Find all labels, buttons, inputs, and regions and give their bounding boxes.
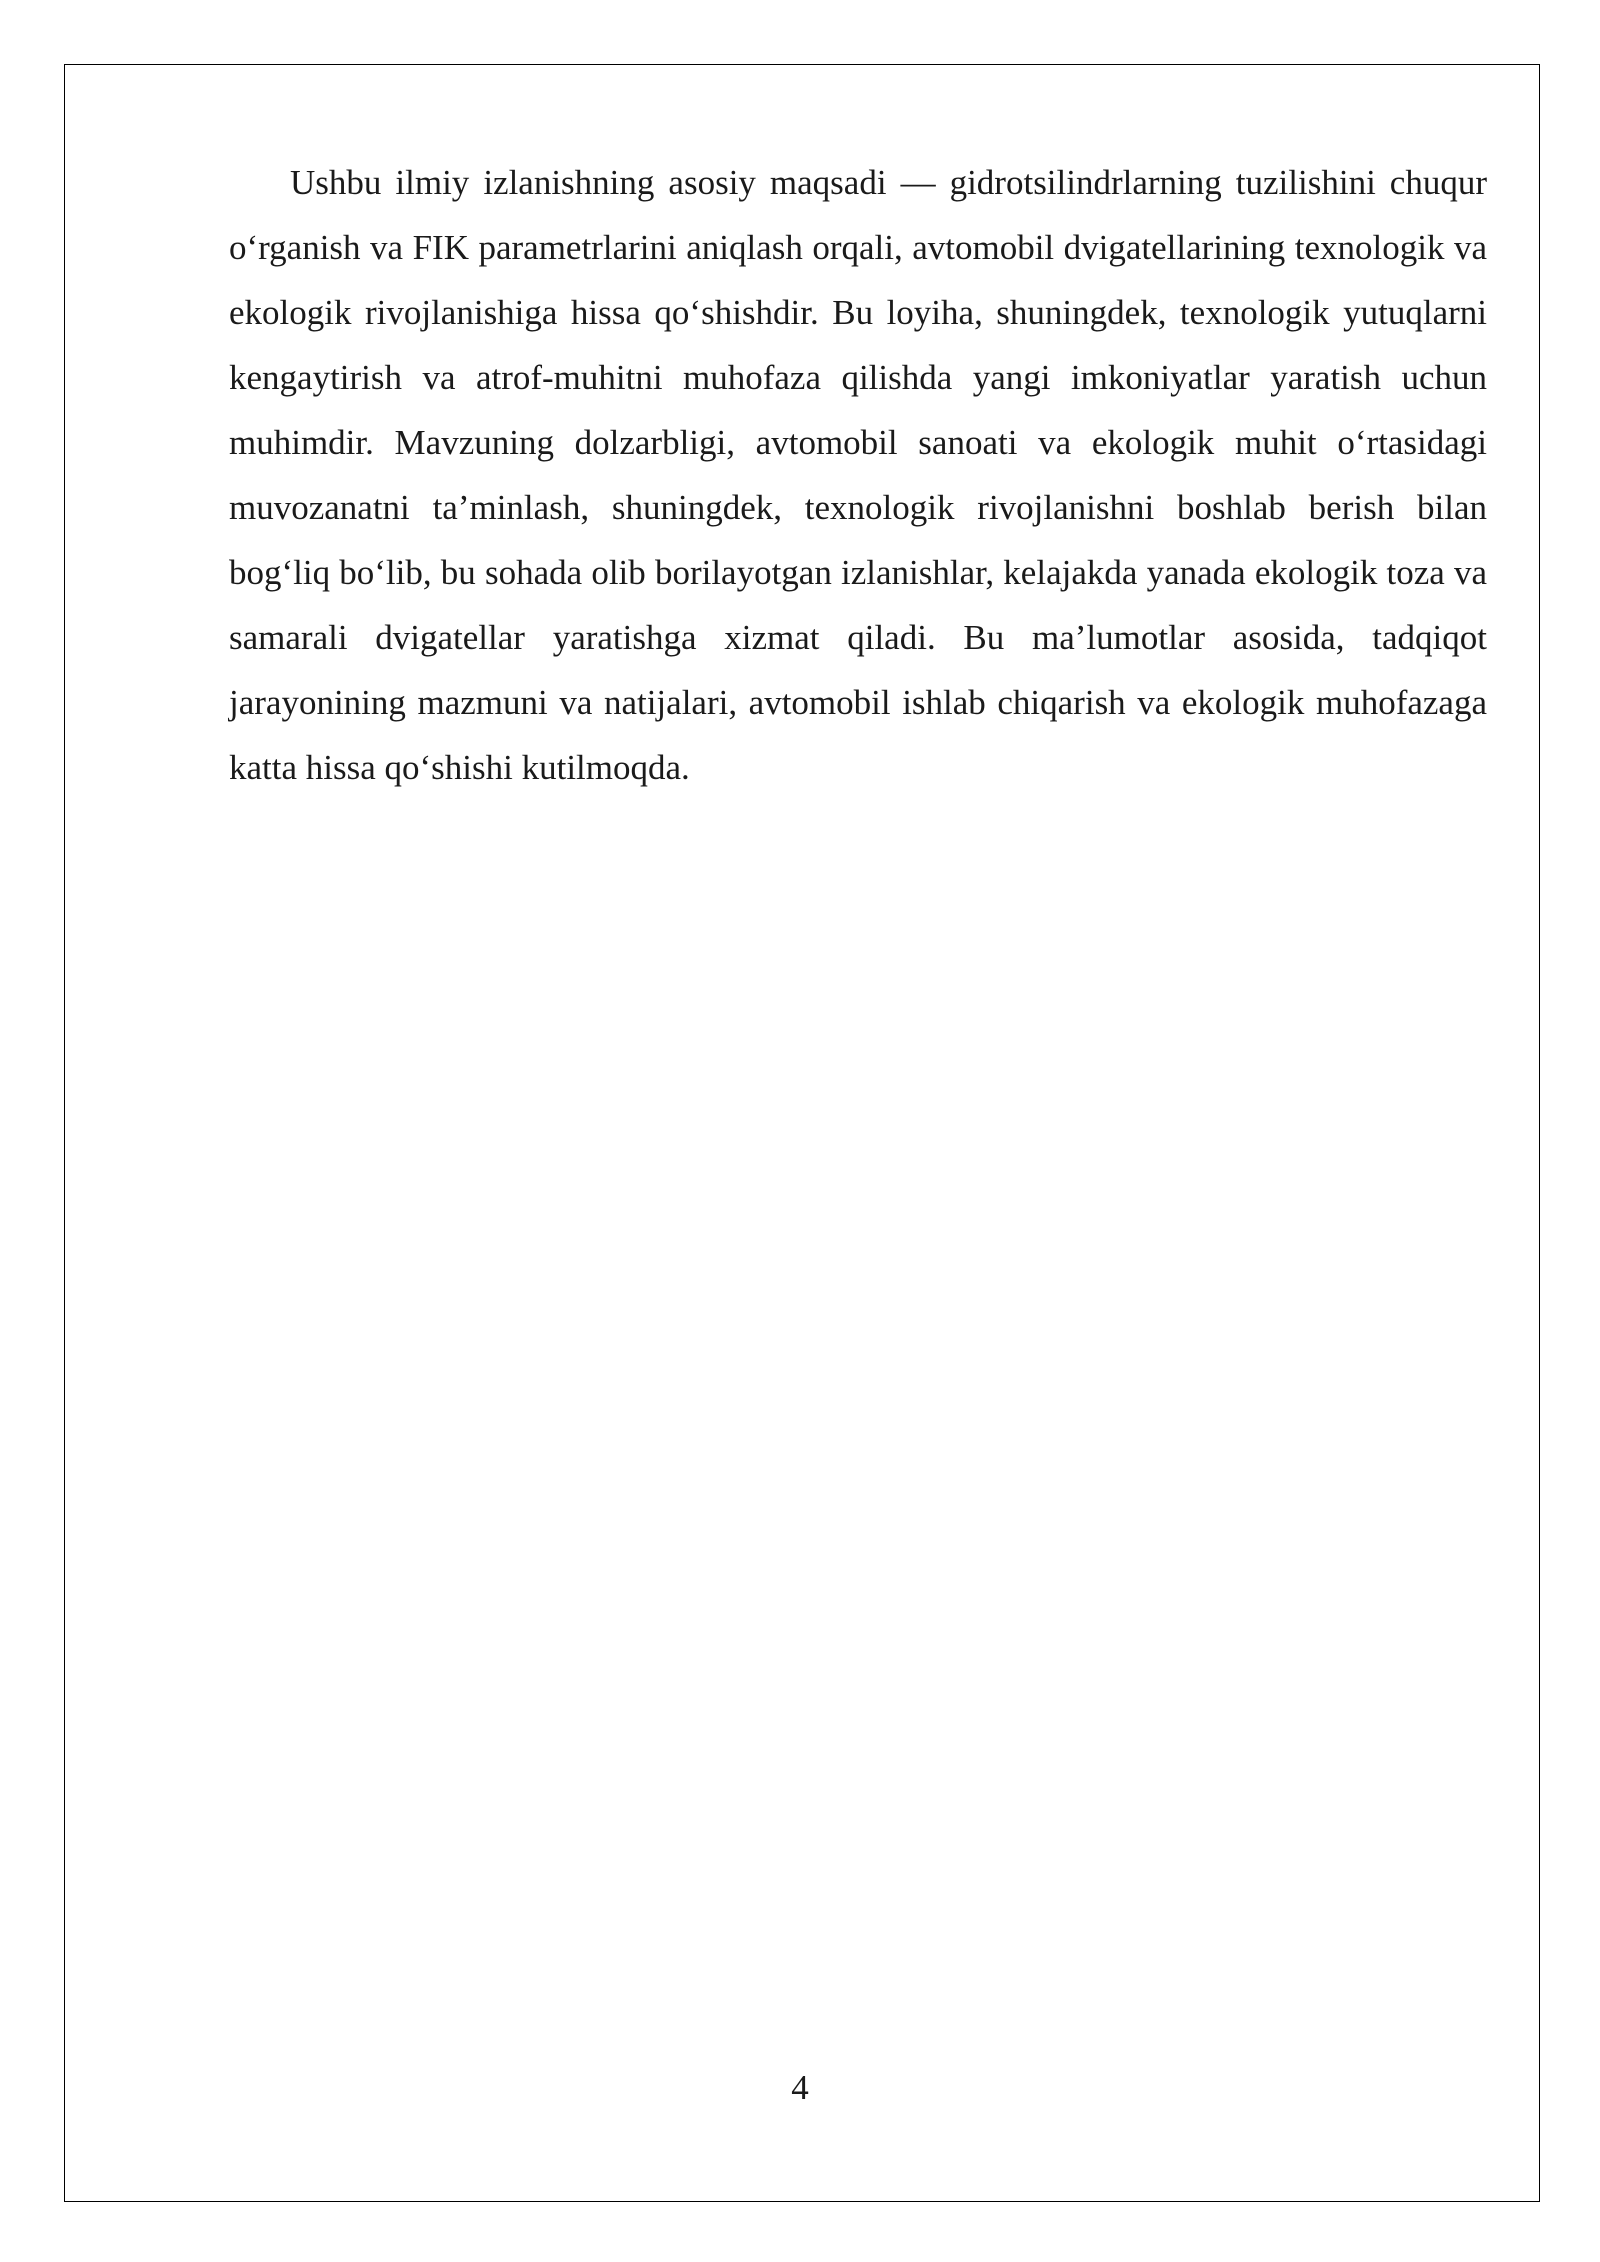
body-paragraph: Ushbu ilmiy izlanishning asosiy maqsadi — gidrotsilindrlarning tuzilishini chuqur o‘rganish va FIK parametrlarini aniqlash orqali, avtomobil dvigatellarining texnologik va ekologik rivojlanishiga hissa qo‘shishdir. Bu loyiha, shuningdek, texnologik yutuqlarni kengaytirish va atrof-muhitni muhofaza qilishda yangi imkoniyatlar yaratish uchun muhimdir. Mavzuning dolzarbligi, avtomobil sanoati va ekologik muhit o‘rtasidagi muvozanatni ta’minlash, shuningdek, texnologik rivojlanishni boshlab berish bilan bog‘liq bo‘lib, bu sohada olib borilayotgan izlanishlar, kelajakda yanada ekologik toza va samarali dvigatellar yaratishga xizmat qiladi. Bu ma’lumotlar asosida, tadqiqot jarayonining mazmuni va natijalari, avtomobil ishlab chiqarish va ekologik muhofazaga katta hissa qo‘shishi kutilmoqda. [229, 163, 1487, 787]
page-number: 4 [791, 2068, 809, 2107]
